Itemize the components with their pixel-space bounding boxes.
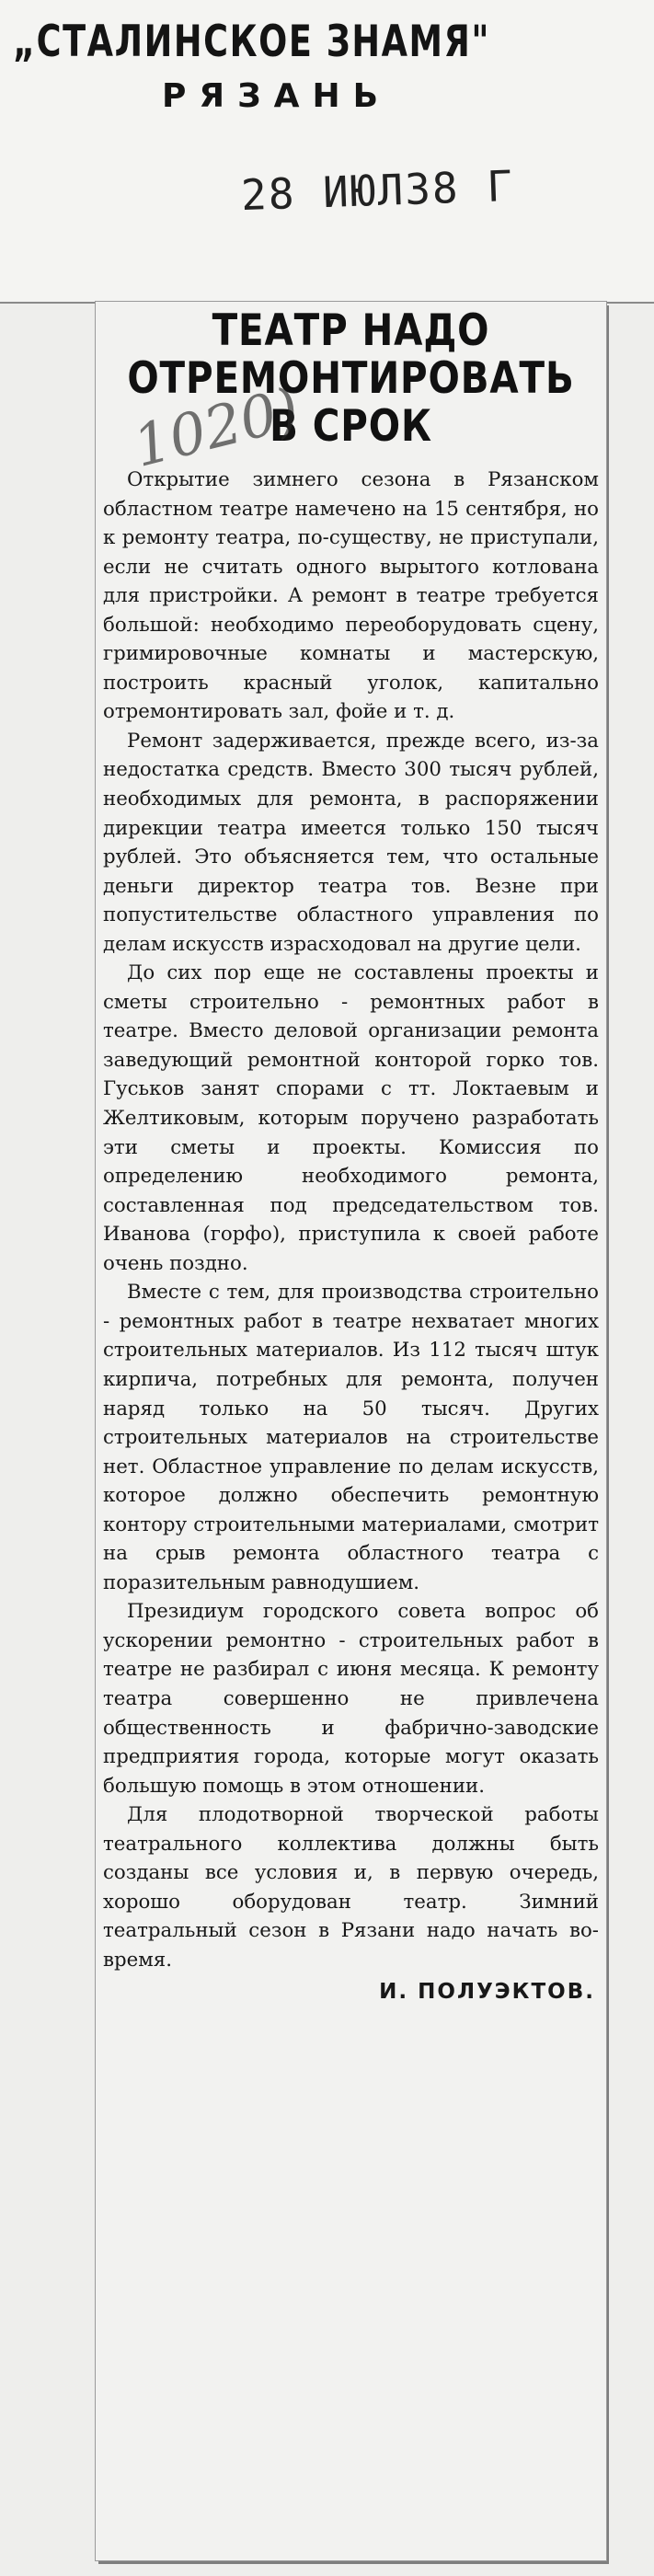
article-author: И. ПОЛУЭКТОВ. (379, 1980, 595, 2005)
article-paragraph-6: Для плодотворной творческой работы театрального коллектива должны быть созданы все условия и, в первую очередь, хорошо оборудован театр. Зимний театральный сезон в Рязани надо начать во-время. (103, 1803, 599, 1972)
headline-line-2: ОТРЕМОНТИРОВАТЬ (127, 353, 575, 404)
article-body (103, 466, 599, 2007)
date-stamp: 28 ИЮЛ38 Г (240, 160, 515, 221)
article-paragraph-3: До сих пор еще не составлены проекты и сметы строительно - ремонтных работ в театре. Вместо деловой организации ремонта заведующий ремонтной конторой горко тов. Гуськов занят спорами с тт. Локтаевым и Желтиковым, которым поручено разработать эти сметы и проекты. Комиссия по определению необходимого ремонта, составленная под председательством тов. Иванова (горфо), приступила к своей работе очень поздно. (103, 961, 599, 1275)
article-paragraph-1: Открытие зимнего сезона в Рязанском областном театре намечено на 15 сентября, но к ремонту театра, по-существу, не приступали, если не считать одного вырытого котлована для пристройки. А ремонт в театре требуется большой: необходимо переоборудовать сцену, гримировочные комнаты и мастерскую, построить красный уголок, капитально отремонтировать зал, фойе и т. д. (103, 468, 599, 724)
article-clipping (96, 302, 606, 2560)
newspaper-name: „СТАЛИНСКОЕ ЗНАМЯ" (13, 17, 491, 67)
headline-line-1: ТЕАТР НАДО (212, 305, 490, 356)
newspaper-label-slip (0, 0, 654, 304)
headline-line-3: В СРОК (270, 401, 432, 452)
handwritten-note: 1020) (126, 374, 306, 480)
article-paragraph-4: Вместе с тем, для производства строительно - ремонтных работ в театре нехватает многих строительных материалов. Из 112 тысяч штук кирпича, потребных для ремонта, получен наряд только на 50 тысяч. Других строительных материалов на строительстве нет. Областное управление по делам искусств, которое должно обеспечить ремонтную контору строительными материалами, смотрит на срыв ремонта областного театра с поразительным равнодушием. (103, 1281, 599, 1594)
article-paragraph-2: Ремонт задерживается, прежде всего, из-за недостатка средств. Вместо 300 тысяч рублей, необходимых для ремонта, в распоряжении дирекции театра имеется только 150 тысяч рублей. Это объясняется тем, что остальные деньги директор театра тов. Везне при попустительстве областного управления по делам искусств израсходовал на другие цели. (103, 729, 599, 956)
newspaper-city: РЯЗАНЬ (162, 77, 392, 115)
article-paragraph-5: Президиум городского совета вопрос об ускорении ремонтно - строительных работ в театре не разбирал с июня месяца. К ремонту театра совершенно не привлечена общественность и фабрично-заводские предприятия города, которые могут оказать большую помощь в этом отношении. (103, 1600, 599, 1798)
article-headline (99, 302, 602, 451)
